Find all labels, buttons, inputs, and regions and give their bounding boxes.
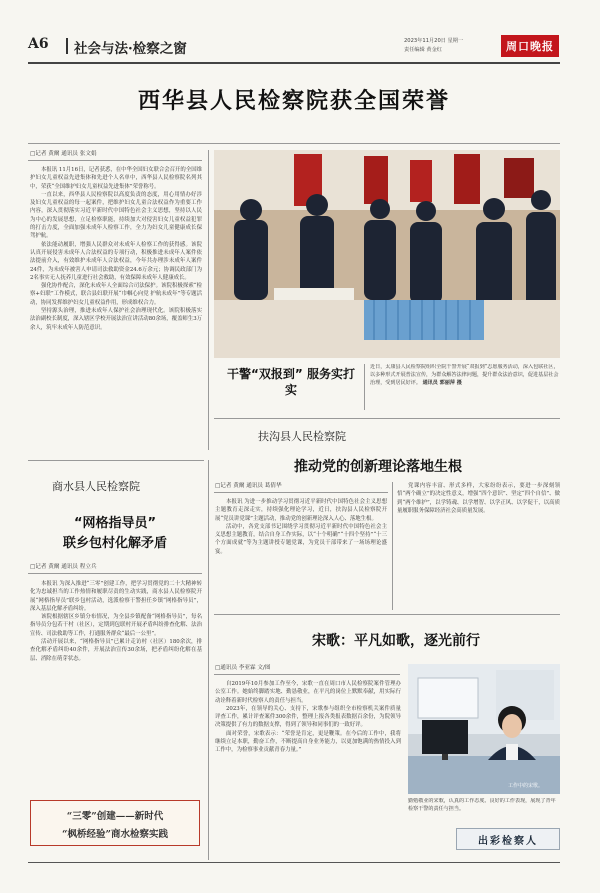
article3-paragraph: 本报讯 为深入推进“三零”创建工作，把学习贯彻党的二十大精神转化为忠诚担当的工作热情和履职尽责的生动实践，商水县人民检察院开展“网格指导员”联乡包村活动，选派检察干警担任乡镇“网格指导员”，深入基层化解矛盾纠纷。 [30,581,202,612]
article2-byline: □记者 黄爾 通讯员 葛倩华 [215,483,282,489]
photo1-headline: 干警“双报到” 服务实打实 [227,367,355,397]
article3-paragraph: 活动开展以来，“网格指导员”已累计走访村（社区）180余次，排查化解矛盾纠纷40余件，开展法治宣传30余场，把矛盾纠纷化解在基层、消除在萌芽状态。 [30,639,202,662]
article2-col1 [215,498,387,610]
section-title: 社会与法·检察之窗 [74,41,187,57]
header-rule [28,62,560,64]
issue-date: 2023年11月20日 星期一 [404,38,464,44]
article4-title: 宋歌：平凡如歌，逐光前行 [312,633,480,649]
article4-byline: □通讯员 李亚霖 文/图 [215,665,271,671]
article1-byline: □记者 黄爾 通讯员 张文娟 [30,151,97,157]
article3-title-line2: 联乡包村化解矛盾 [62,536,167,551]
article4-paragraph: 面对荣誉，宋歌表示：“荣誉是肯定，更是鞭策。在今后的工作中，我将继续立足本职，勤奋工作，不断提高自身业务能力，以更加饱满的热情投入到工作中，为检察事业贡献青春力量。” [215,730,401,754]
column-divider [208,150,209,450]
article1-paragraph: 本报讯 11月16日，记者获悉，在中华全国妇女联合会召开的全国维护妇女儿童权益先进集体和先进个人名单中，西华县人民检察院名列其中，荣获“全国维护妇女儿童权益先进集体”荣誉称号。 [30,167,202,190]
article3-paragraph: 该院根据辖区乡镇分布情况，为全县乡镇配备“网格指导员”，每名指导员分包若干村（社区），定期到包联村开展矛盾纠纷排查化解、法治宣传、司法救助等工作，打通服务群众“最后一公里”。 [30,614,202,637]
article3-byline-rule [28,573,202,574]
footer-rule [28,862,560,863]
article1-byline-rule [28,160,202,161]
article3-body [30,580,202,792]
article2-paragraph: 活动中，各党支部书记围绕学习贯彻习近平新时代中国特色社会主义思想主题教育，结合自身工作实际，以“十个明确”“十四个坚持”“十三个方面成就”等为主题讲授专题党课，为党员干部带来了一场场理论盛宴。 [215,523,387,555]
photo1-caption-text [370,364,560,404]
article4-paragraph: 2023年，在领导的关心、支持下，宋歌参与组织全市检察机关案件质量评查工作，累计评查案件300余件，整理上报各类报表数据百余份，为院领导决策提供了有力的数据支撑，得到了领导和同事们的一致好评。 [215,705,401,729]
article4-top-rule [214,614,560,615]
article1-paragraph: 依法能动履职，增强人民群众对未成年人检察工作的获得感。该院认真开展侵害未成年人合法权益的专项行动，积极推进未成年人案件依法提前介入，有效维护未成年人合法权益，今年共办理涉未成年人案件24件，为未成年被害人申请司法救助资金24.6万余元；协调民政部门为2名事实无人抚养儿童进行社会救助，有效保障未成年人健康成长。 [30,241,202,281]
article4-body [215,680,401,856]
article1-paragraph: 一直以来，西华县人民检察院以高度负责的态度，用心用情办好涉及妇女儿童权益的每一起案件，把维护妇女儿童合法权益作为重要工作内容，深入贯彻落实习近平新时代中国特色社会主义思想，坚持以人民为中心的发展思想，立足检察职能，持续加大对侵害妇女儿童权益犯罪的打击力度，全面加强未成年人检察工作，全力为妇女儿童健康成长保驾护航。 [30,191,202,240]
article2-col2 [397,482,560,606]
article4-paragraph: 自2019年10月参加工作至今，宋歌一直在周口市人民检察院案件管理办公室工作。她始终脚踏实地、勤恳敬业，在平凡的岗位上默默奉献，用实际行动诠释着新时代检察人的责任与担当。 [215,681,401,704]
article4-byline-rule [214,674,400,675]
photo-prosecutors-community-service [214,150,560,358]
photo1-caption-body: 近日，太康县人民检察院组织全院干警开展“双报到”志愿服务活动，深入包联社区，以多种形式开展普法宣传，为群众解答法律问题，提升群众法治意识，促进基层社会治理，受到居民好评。 [370,364,559,386]
article3-byline: □记者 黄爾 通讯员 程立兵 [30,564,97,570]
article3-org: 商水县人民检察院 [52,480,140,493]
lower-column-divider [208,460,209,860]
page-editor: 责任编辑 黄金红 [404,47,442,53]
article3-callout-line2: “枫桥经验”商水检察实践 [62,829,168,840]
newspaper-logo: 周口晚报 [501,35,559,57]
article1-paragraph: 坚持源头治理，推进未成年人保护社会治理现代化。该院积极落实法治副校长制度，深入辖区学校开展法治宣讲活动80余场，覆盖师生3万余人，筑牢未成年人防范意识。 [30,308,202,331]
headline-rule [28,143,560,144]
article2-title: 推动党的创新理论落地生根 [294,459,462,475]
column-stamp-text: 出彩检察人 [478,835,538,847]
article2-paragraph: 本报讯 为进一步推动学习贯彻习近平新时代中国特色社会主义思想主题教育走深走实，持续强化理论学习，近日，扶沟县人民检察院开展“党员讲党课”主题活动，推动党的创新理论深入人心、落地生根。 [215,499,387,522]
article3-title-line1: “网格指导员” [73,516,157,531]
header-divider [66,38,68,54]
article1-body [30,166,202,434]
main-headline: 西华县人民检察院获全国荣誉 [137,89,450,114]
photo2-label: 工作中的宋歌。 [508,783,544,789]
article2-byline-rule [214,492,388,493]
article1-paragraph: 强化协作配合，深化未成年人全面综合司法保护。该院积极探索“检察+妇联”工作模式，联合县妇联开展“巾帼心向党 护航未成年”等专题活动，协同发挥维护妇女儿童权益作用，形成维权合力。 [30,283,202,306]
article3-top-rule [28,460,204,461]
article2-org: 扶沟县人民检察院 [258,430,346,443]
caption-divider [364,364,365,410]
article2-paragraph: 党课内容丰富、形式多样，大家纷纷表示，要进一步深刻领悟“两个确立”的决定性意义，增强“四个意识”、坚定“四个自信”、做到“两个维护”，以学铸魂、以学增智、以学正风、以学促干，以高质量履职服务保障经济社会高质量发展。 [397,483,560,514]
column-stamp [456,828,560,850]
article3-callout-box [30,800,200,846]
photo-song-ge-working [408,664,560,794]
article3-callout-line1: “三零”创建——新时代 [66,811,164,822]
page-number: A6 [28,36,49,52]
photo2-caption: 勤勉敬业的宋歌，认真的工作态度、良好的工作表现，展现了青年检察干警的责任与担当。 [408,798,556,812]
article2-top-rule [214,418,560,419]
photo1-credit: 通讯员 郭丽萍 摄 [422,379,462,386]
article2-col-divider [392,482,393,610]
